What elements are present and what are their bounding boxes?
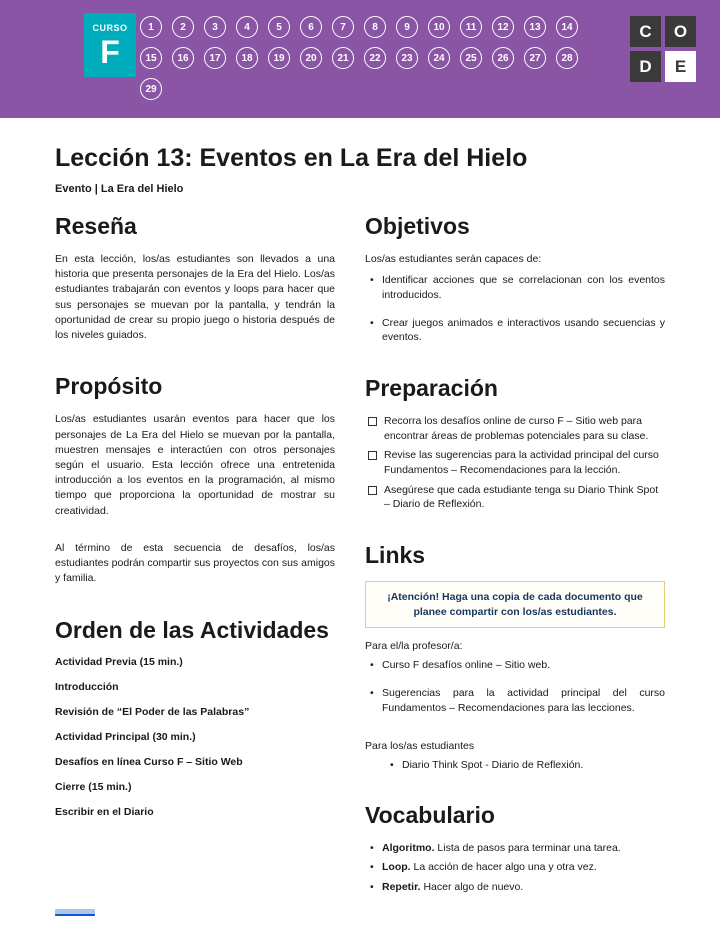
orden-item: Revisión de “El Poder de las Palabras” xyxy=(55,705,250,718)
two-column-layout xyxy=(55,207,665,899)
lesson-number-circle: 20 xyxy=(300,47,322,69)
vocab-item xyxy=(365,860,665,875)
lesson-number-circle: 9 xyxy=(396,16,418,38)
lesson-number-circle: 10 xyxy=(428,16,450,38)
vocab-definition: Lista de pasos para terminar una tarea. xyxy=(437,842,621,855)
lesson-number-circle: 26 xyxy=(492,47,514,69)
left-column xyxy=(55,207,335,899)
teacher-link-item[interactable]: • Sugerencias para la actividad principal del curso Fundamentos – Recomendaciones para las lecciones. xyxy=(365,686,665,715)
vocab-definition: La acción de hacer algo una y otra vez. xyxy=(413,861,597,874)
course-badge-letter: F xyxy=(100,33,120,70)
orden-item: Introducción xyxy=(55,680,119,693)
vocab-item xyxy=(365,880,665,895)
vocab-definition: Hacer algo de nuevo. xyxy=(423,880,524,893)
lesson-number-circle: 24 xyxy=(428,47,450,69)
right-column xyxy=(365,207,665,899)
proposito-heading: Propósito xyxy=(55,373,163,400)
lesson-number-circle: 12 xyxy=(492,16,514,38)
teacher-links-label: Para el/la profesor/a: xyxy=(365,640,463,653)
vocab-item xyxy=(365,841,665,856)
proposito-paragraph-2: Al término de esta secuencia de desafíos, los/as estudiantes podrán compartir sus proyectos con sus amigos y familia. xyxy=(55,541,335,585)
lesson-number-circle: 16 xyxy=(172,47,194,69)
resena-heading: Reseña xyxy=(55,213,137,239)
lesson-number-circle: 7 xyxy=(332,16,354,38)
lesson-number-circle: 29 xyxy=(140,78,162,100)
lesson-number-circle: 25 xyxy=(460,47,482,69)
lesson-number-circle: 28 xyxy=(556,47,578,69)
orden-item: Desafíos en línea Curso F – Sitio Web xyxy=(55,755,243,768)
lesson-number-circle: 6 xyxy=(300,16,322,38)
lesson-number-circle: 17 xyxy=(204,47,226,69)
lesson-number-circle: 19 xyxy=(268,47,290,69)
vocab-term: Repetir. xyxy=(382,880,421,893)
course-badge xyxy=(84,13,136,77)
teacher-links-list xyxy=(365,658,665,715)
lesson-plan-content xyxy=(0,118,720,899)
objetivo-item: • Crear juegos animados e interactivos usando secuencias y eventos. xyxy=(365,316,665,345)
logo-tile-e: E xyxy=(665,51,696,82)
lesson-number-circle: 21 xyxy=(332,47,354,69)
preparacion-item: Recorra los desafíos online de curso F – Sitio web para encontrar áreas de problemas potenciales para su clase. xyxy=(365,414,665,443)
lesson-number-circle: 1 xyxy=(140,16,162,38)
objetivos-heading: Objetivos xyxy=(365,213,470,239)
lesson-number-circle: 14 xyxy=(556,16,578,38)
lesson-number-circle: 27 xyxy=(524,47,546,69)
attention-notice: ¡Atención! Haga una copia de cada documento que planee compartir con los/as estudiantes. xyxy=(365,581,665,628)
logo-tile-c: C xyxy=(630,16,661,47)
orden-item: Actividad Principal (30 min.) xyxy=(55,730,196,743)
vocab-term: Loop. xyxy=(382,861,411,874)
lesson-number-circle: 11 xyxy=(460,16,482,38)
objetivos-lead: Los/as estudiantes serán capaces de: xyxy=(365,253,542,265)
vocabulario-heading: Vocabulario xyxy=(365,802,495,829)
lesson-number-circle: 8 xyxy=(364,16,386,38)
lesson-number-circle: 23 xyxy=(396,47,418,69)
orden-heading: Orden de las Actividades xyxy=(55,616,329,643)
page-title: Lección 13: Eventos en La Era del Hielo xyxy=(55,144,528,172)
links-heading: Links xyxy=(365,542,426,569)
vocab-term: Algoritmo. xyxy=(382,842,435,855)
lesson-number-circle: 13 xyxy=(524,16,546,38)
orden-item: Actividad Previa (15 min.) xyxy=(55,655,183,668)
teacher-link-item[interactable]: • Curso F desafíos online – Sitio web. xyxy=(365,658,665,673)
preparacion-heading: Preparación xyxy=(365,374,498,401)
objetivos-list xyxy=(365,273,665,345)
objetivo-item: • Identificar acciones que se correlacionan con los eventos introducidos. xyxy=(365,273,665,302)
logo-tile-o: O xyxy=(665,16,696,47)
proposito-paragraph-1: Los/as estudiantes usarán eventos para hacer que los personajes de La Era del Hielo se muevan por la pantalla, muestren mensajes e interactúen con otros personajes según el usuario. Esta lección ofrece una entretenida introducción a los eventos en la programación, al mismo tiempo que proporciona la oportunidad de mostrar su creatividad. xyxy=(55,413,335,517)
lesson-number-circle: 18 xyxy=(236,47,258,69)
lesson-number-circle: 3 xyxy=(204,16,226,38)
lesson-number-circle: 4 xyxy=(236,16,258,38)
student-links-label: Para los/as estudiantes xyxy=(365,739,475,752)
resena-body: En esta lección, los/as estudiantes son llevados a una historia que presenta personajes de la Era del Hielo. Los/as estudiantes trabajarán con eventos y loops para hacer que sus personajes se muevan por la pantalla, y tendrán la oportunidad de crear su propio juego o historia después de los niveles guiados. xyxy=(55,253,335,342)
lesson-circles xyxy=(140,16,584,100)
student-links-list xyxy=(365,758,665,773)
orden-item: Cierre (15 min.) xyxy=(55,780,132,793)
lesson-number-circle: 5 xyxy=(268,16,290,38)
lesson-number-circle: 2 xyxy=(172,16,194,38)
lesson-number-circle: 15 xyxy=(140,47,162,69)
preparacion-item: Revise las sugerencias para la actividad principal del curso Fundamentos – Recomendaciones para la lección. xyxy=(365,448,665,477)
vocabulario-list xyxy=(365,841,665,895)
footer-link[interactable] xyxy=(55,909,95,916)
logo-tile-d: D xyxy=(630,51,661,82)
course-header xyxy=(0,0,720,118)
preparacion-checklist xyxy=(365,414,665,512)
orden-item: Escribir en el Diario xyxy=(55,805,154,818)
lesson-number-circle: 22 xyxy=(364,47,386,69)
code-org-logo xyxy=(630,16,696,82)
preparacion-item: Asegúrese que cada estudiante tenga su Diario Think Spot – Diario de Reflexión. xyxy=(365,483,665,512)
page-subtitle: Evento | La Era del Hielo xyxy=(55,183,184,195)
course-badge-label: CURSO xyxy=(92,22,128,33)
student-link-item[interactable]: • Diario Think Spot - Diario de Reflexión. xyxy=(385,758,665,773)
